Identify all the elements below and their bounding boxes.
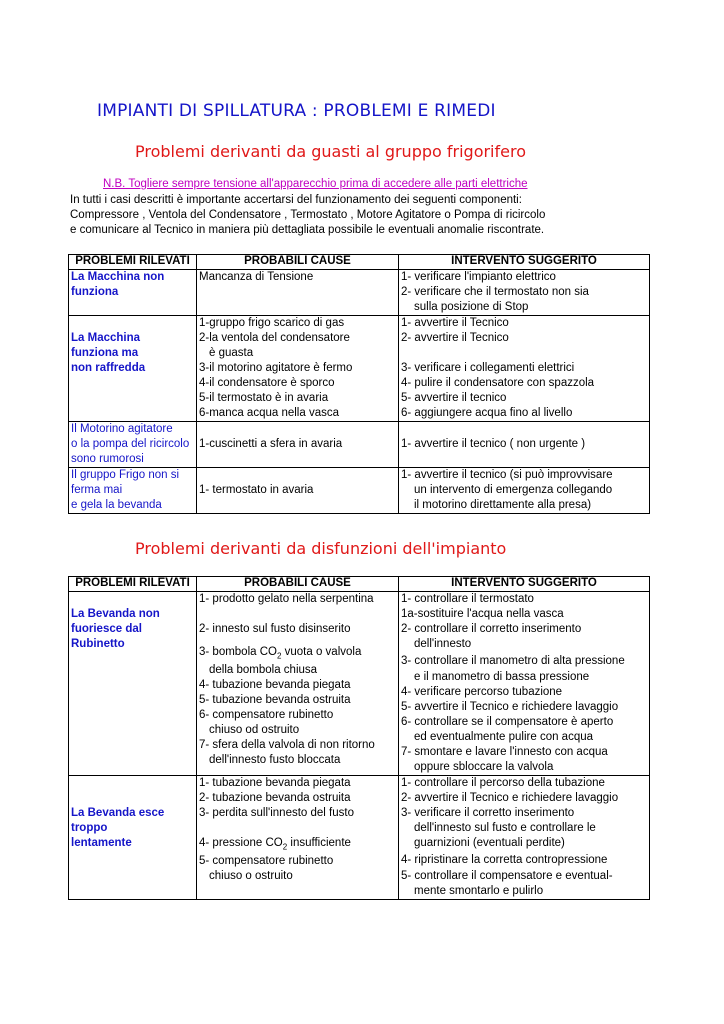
- problem-cell: La Macchina funziona ma non raffredda: [69, 316, 197, 422]
- intervention-cell: 1- controllare il termostato 1a-sostituire l'acqua nella vasca 2- controllare il corretto inserimento dell'innesto 3- controllare il manometro di alta pressione e il manometro di bassa pressione 4- verificare percorso tubazione 5- avvertire il Tecnico e richiedere lavaggio 6- controllare se il compensatore è aperto ed eventualmente pulire con acqua 7- smontare e lavare l'innesto con acqua oppure sbloccare la valvola: [399, 592, 650, 776]
- column-header: INTERVENTO SUGGERITO: [399, 577, 650, 592]
- page-title: IMPIANTI DI SPILLATURA : PROBLEMI E RIMEDI: [97, 101, 496, 121]
- column-header: PROBABILI CAUSE: [197, 577, 399, 592]
- intervention-cell: 1- controllare il percorso della tubazione 2- avvertire il Tecnico e richiedere lavaggio 3- verificare il corretto inserimento dell'innesto sul fusto e controllare le guarnizioni (eventuali perdite) 4- ripristinare la corretta contropressione 5- controllare il compensatore e eventual- mente smontarlo e pulirlo: [399, 776, 650, 900]
- table-row: [69, 468, 650, 514]
- table-row: [69, 270, 650, 316]
- safety-note: N.B. Togliere sempre tensione all'apparecchio prima di accedere alle parti elettriche: [103, 178, 528, 190]
- table-row: [69, 592, 650, 776]
- intervention-cell: 1- avvertire il tecnico (si può improvvisare un intervento di emergenza collegando il motorino direttamente alla presa): [399, 468, 650, 514]
- intervention-cell: 1- verificare l'impianto elettrico 2- verificare che il termostato non sia sulla posizione di Stop: [399, 270, 650, 316]
- refrigeration-problems-table: [68, 254, 650, 514]
- table-row: [69, 422, 650, 468]
- table-header-row: [69, 255, 650, 270]
- intro-line: In tutti i casi descritti è importante accertarsi del funzionamento dei seguenti componenti:: [70, 194, 522, 206]
- column-header: PROBLEMI RILEVATI: [69, 577, 197, 592]
- section-title-installation: Problemi derivanti da disfunzioni dell'impianto: [135, 539, 507, 558]
- cause-cell: Mancanza di Tensione: [197, 270, 399, 316]
- section-title-refrigeration: Problemi derivanti da guasti al gruppo frigorifero: [135, 142, 526, 161]
- problem-cell: La Bevanda non fuoriesce dal Rubinetto: [69, 592, 197, 776]
- intro-paragraph: [70, 193, 545, 238]
- installation-problems-table: [68, 576, 650, 900]
- cause-cell: 1-gruppo frigo scarico di gas 2-la ventola del condensatore è guasta 3-il motorino agitatore è fermo 4-il condensatore è sporco 5-il termostato è in avaria 6-manca acqua nella vasca: [197, 316, 399, 422]
- cause-cell: 1- tubazione bevanda piegata 2- tubazione bevanda ostruita 3- perdita sull'innesto del fusto 4- pressione $CO_2$ insufficiente 5- compensatore rubinetto chiuso o ostruito: [197, 776, 399, 900]
- problem-cell: Il gruppo Frigo non si ferma mai e gela la bevanda: [69, 468, 197, 514]
- problem-cell: La Bevanda esce troppo lentamente: [69, 776, 197, 900]
- intervention-cell: 1- avvertire il Tecnico 2- avvertire il Tecnico 3- verificare i collegamenti elettrici 4- pulire il condensatore con spazzola 5- avvertire il tecnico 6- aggiungere acqua fino al livello: [399, 316, 650, 422]
- table-row: [69, 316, 650, 422]
- table-row: [69, 776, 650, 900]
- intro-line: e comunicare al Tecnico in maniera più dettagliata possibile le eventuali anomalie riscontrate.: [70, 224, 545, 236]
- column-header: INTERVENTO SUGGERITO: [399, 255, 650, 270]
- problem-cell: Il Motorino agitatore o la pompa del ricircolo sono rumorosi: [69, 422, 197, 468]
- column-header: PROBLEMI RILEVATI: [69, 255, 197, 270]
- problem-cell: La Macchina non funziona: [69, 270, 197, 316]
- cause-cell: 1- prodotto gelato nella serpentina 2- innesto sul fusto disinserito 3- bombola $CO_2$ vuota o valvola della bombola chiusa 4- tubazione bevanda piegata 5- tubazione bevanda ostruita 6- compensatore rubinetto chiuso od ostruito 7- sfera della valvola di non ritorno dell'innesto fusto bloccata: [197, 592, 399, 776]
- column-header: PROBABILI CAUSE: [197, 255, 399, 270]
- cause-cell: 1- termostato in avaria: [197, 468, 399, 514]
- intervention-cell: 1- avvertire il tecnico ( non urgente ): [399, 422, 650, 468]
- cause-cell: 1-cuscinetti a sfera in avaria: [197, 422, 399, 468]
- table-header-row: [69, 577, 650, 592]
- intro-line: Compressore , Ventola del Condensatore , Termostato , Motore Agitatore o Pompa di ricircolo: [70, 209, 546, 221]
